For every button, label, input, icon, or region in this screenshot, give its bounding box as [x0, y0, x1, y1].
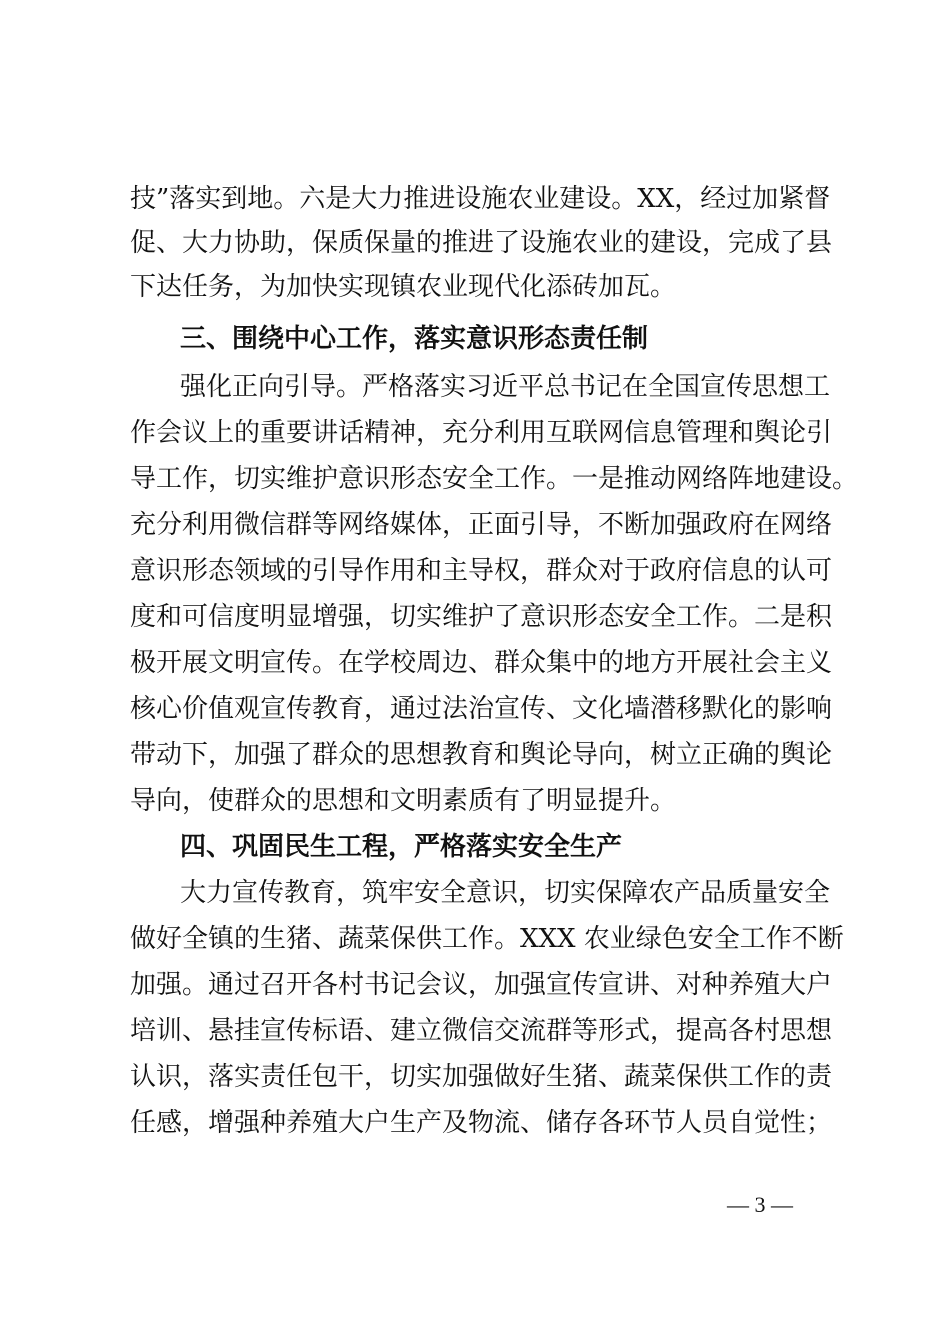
- text-line: 作会议上的重要讲话精神，充分利用互联网信息管理和舆论引: [130, 418, 833, 448]
- text-line: 充分利用微信群等网络媒体，正面引导，不断加强政府在网络: [130, 510, 833, 540]
- text-line: 技”落实到地。六是大力推进设施农业建设。XX，经过加紧督: [130, 184, 831, 214]
- text-line: 度和可信度明显增强，切实维护了意识形态安全工作。二是积: [130, 602, 833, 632]
- section-heading: 三、围绕中心工作，落实意识形态责任制: [180, 324, 649, 354]
- text-line: 下达任务，为加快实现镇农业现代化添砖加瓦。: [130, 272, 677, 302]
- text-line: 核心价值观宣传教育，通过法治宣传、文化墙潜移默化的影响: [130, 694, 833, 724]
- text-line: 培训、悬挂宣传标语、建立微信交流群等形式，提高各村思想: [130, 1016, 833, 1046]
- text-line: 加强。通过召开各村书记会议，加强宣传宣讲、对种养殖大户: [130, 970, 833, 1000]
- page-number: — 3 —: [727, 1192, 793, 1217]
- text-line: 认识，落实责任包干，切实加强做好生猪、蔬菜保供工作的责: [130, 1062, 833, 1092]
- text-line: 意识形态领域的引导作用和主导权，群众对于政府信息的认可: [130, 556, 833, 586]
- text-line: 极开展文明宣传。在学校周边、群众集中的地方开展社会主义: [130, 648, 833, 678]
- text-line: 做好全镇的生猪、蔬菜保供工作。XXX 农业绿色安全工作不断: [130, 924, 844, 954]
- text-line: 导工作，切实维护意识形态安全工作。一是推动网络阵地建设。: [130, 464, 859, 494]
- text-line: 任感，增强种养殖大户生产及物流、储存各环节人员自觉性；: [130, 1108, 833, 1138]
- text-line: 导向，使群众的思想和文明素质有了明显提升。: [130, 786, 677, 816]
- text-line: 带动下，加强了群众的思想教育和舆论导向，树立正确的舆论: [130, 740, 833, 770]
- section-heading: 四、巩固民生工程，严格落实安全生产: [180, 832, 623, 862]
- text-line: 促、大力协助，保质保量的推进了设施农业的建设，完成了县: [130, 228, 833, 258]
- text-line: 强化正向引导。严格落实习近平总书记在全国宣传思想工: [180, 372, 831, 402]
- text-line: 大力宣传教育，筑牢安全意识，切实保障农产品质量安全: [180, 878, 831, 908]
